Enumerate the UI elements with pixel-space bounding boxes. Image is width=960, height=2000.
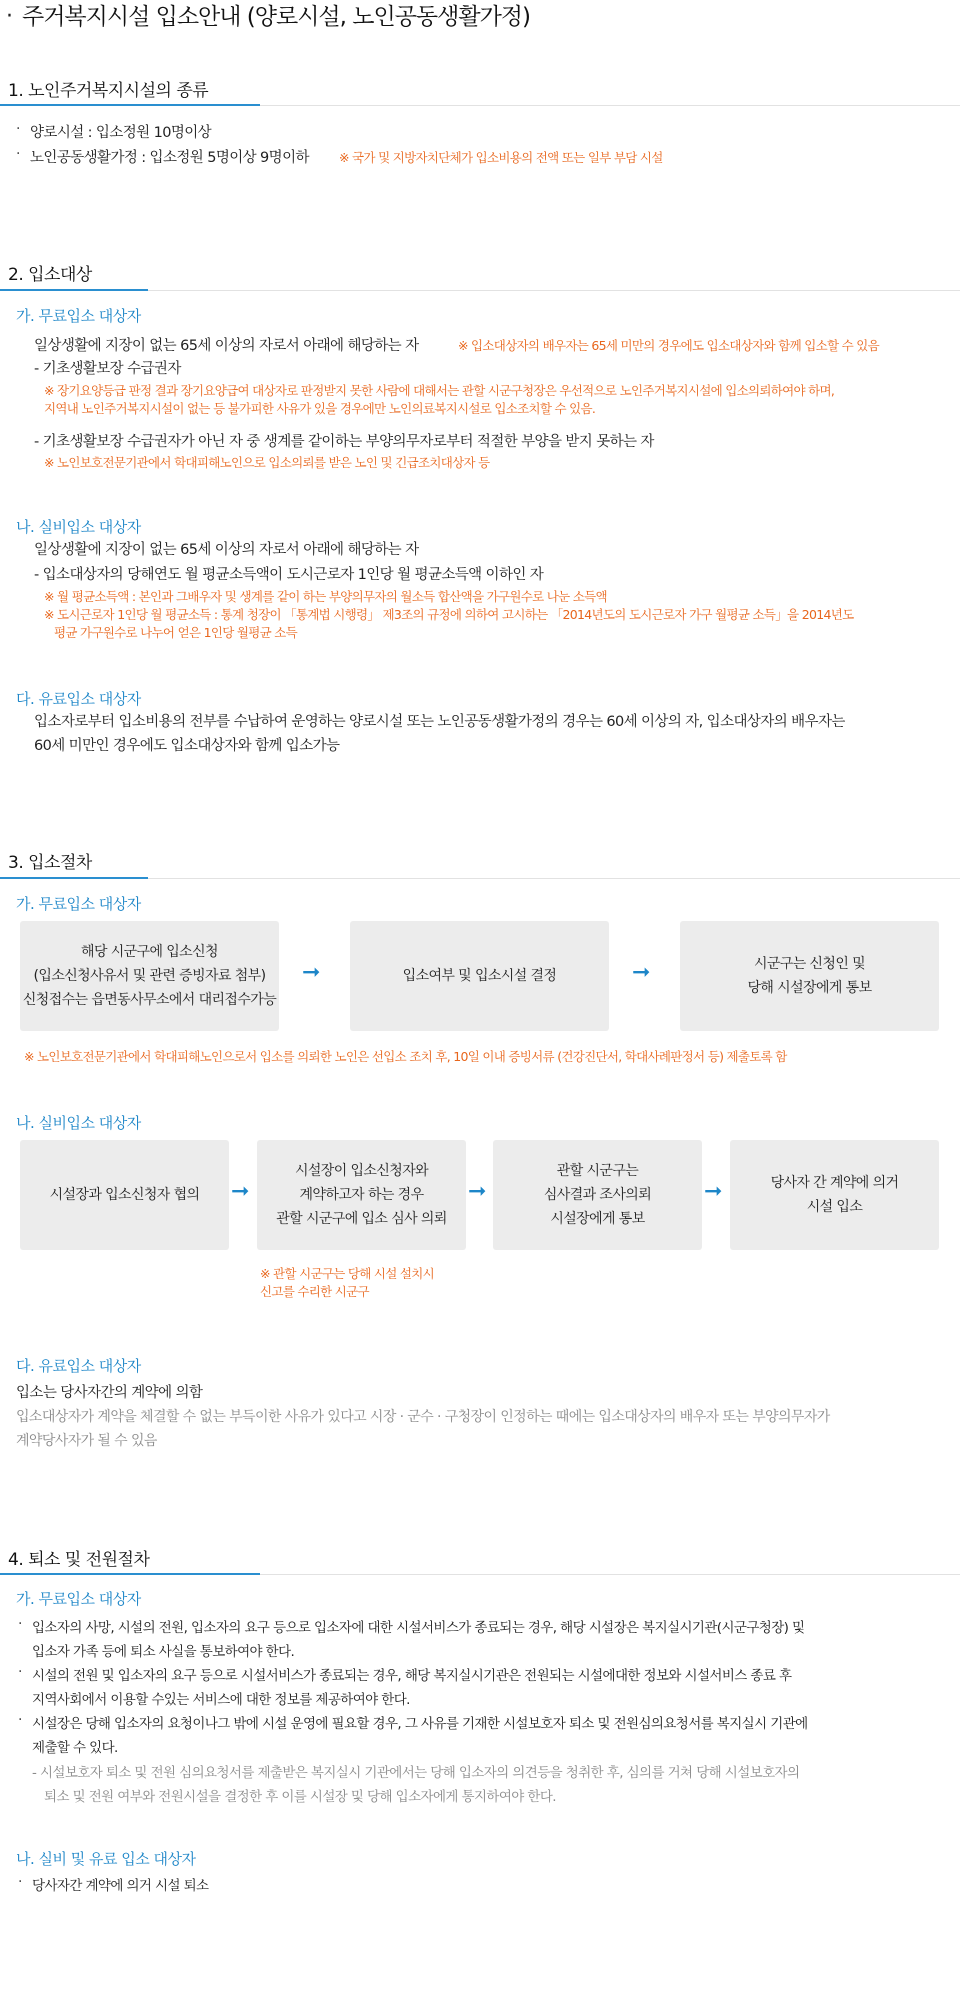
note: 신고를 수리한 시군구 [260,1284,369,1299]
subsection-label: 나. 실비 및 유료 입소 대상자 [16,1850,196,1868]
paragraph: 60세 미만인 경우에도 입소대상자와 함께 입소가능 [34,738,340,754]
subsection-label: 나. 실비입소 대상자 [16,1114,141,1132]
page-title: 주거복지시설 입소안내 (양로시설, 노인공동생활가정) [22,4,530,30]
subsection-label: 가. 무료입소 대상자 [16,307,141,325]
paragraph: 계약당사자가 될 수 있음 [16,1433,157,1449]
section-1-underline [0,104,260,106]
step-text: 시설장에게 통보 [550,1211,645,1227]
list-item: 입소자 가족 등에 퇴소 사실을 통보하여야 한다. [32,1644,295,1660]
note: ※ 국가 및 지방자치단체가 입소비용의 전액 또는 일부 부담 시설 [339,150,663,165]
arrow-right-icon: ➞ [704,1179,723,1204]
step-text: 시군구는 신청인 및 [753,956,866,972]
note: 평균 가구원수로 나누어 얻은 1인당 월평균 소득 [54,625,298,640]
subsection-label: 다. 유료입소 대상자 [16,1357,141,1375]
step-note: 신청접수는 읍면동사무소에서 대리접수가능 [22,992,277,1008]
step-text: (입소신청사유서 및 관련 증빙자료 첨부) [33,968,266,984]
step-text: 심사결과 조사의뢰 [543,1187,652,1203]
step-text: 입소여부 및 입소시설 결정 [402,968,557,984]
note: ※ 도시근로자 1인당 월 평균소득 : 통계 청장이 「통계법 시행령」 제3조의 규정에 의하여 고시하는 「2014년도의 도시근로자 가구 월평균 소득」을 2014년도 [44,607,854,622]
step-text: 시설장이 입소신청자와 [294,1163,429,1179]
step-text: 해당 시군구에 입소신청 [81,944,218,960]
paragraph: 입소는 당사자간의 계약에 의함 [16,1385,203,1401]
arrow-right-icon: ➞ [632,960,651,985]
step-text: 계약하고자 하는 경우 [299,1187,424,1203]
section-1-heading: 1. 노인주거복지시설의 종류 [8,81,209,101]
section-3-underline [0,877,148,879]
list-item: 당사자간 계약에 의거 시설 퇴소 [32,1878,209,1894]
section-4-underline [0,1573,260,1575]
list-item: - 기초생활보장 수급권자 [34,361,181,377]
note: 지역내 노인주거복지시설이 없는 등 불가피한 사유가 있을 경우에만 노인의료복지시설로 입소조치할 수 있음. [44,401,596,416]
process-step-box [20,921,279,1031]
sub-item: - 시설보호자 퇴소 및 전원 심의요청서를 제출받은 복지실시 기관에서는 당해 입소자의 의견등을 청취한 후, 심의를 거쳐 당해 시설보호자의 [32,1765,800,1781]
paragraph: 일상생활에 지장이 없는 65세 이상의 자로서 아래에 해당하는 자 [34,542,419,558]
arrow-right-icon: ➞ [302,960,321,985]
list-item: 양로시설 : 입소정원 10명이상 [30,125,212,141]
process-step-box [730,1140,939,1250]
list-item: 입소자의 사망, 시설의 전원, 입소자의 요구 등으로 입소자에 대한 시설서비스가 종료되는 경우, 해당 시설장은 복지실시기관(시군구청장) 및 [32,1620,805,1636]
step-text: 당사자 간 계약에 의거 [770,1175,899,1191]
list-item: - 입소대상자의 당해연도 월 평균소득액이 도시근로자 1인당 월 평균소득액 이하인 자 [34,567,544,583]
note: ※ 입소대상자의 배우자는 65세 미만의 경우에도 입소대상자와 함께 입소할 수 있음 [458,338,880,353]
step-text: 시설장과 입소신청자 협의 [49,1187,200,1203]
section-3-heading: 3. 입소절차 [8,853,92,873]
sub-item: 퇴소 및 전원 여부와 전원시설을 결정한 후 이를 시설장 및 당해 입소자에게 통지하여야 한다. [44,1789,556,1805]
bullet: · [18,1664,23,1680]
note: ※ 장기요양등급 판정 결과 장기요양급여 대상자로 판정받지 못한 사람에 대해서는 관할 시군구청장은 우선적으로 노인주거복지시설에 입소의뢰하여야 하며, [44,383,835,398]
process-step-box [680,921,939,1031]
subsection-label: 가. 무료입소 대상자 [16,1590,141,1608]
step-text: 당해 시설장에게 통보 [747,980,872,996]
note: ※ 노인보호전문기관에서 학대피해노인으로서 입소를 의뢰한 노인은 선입소 조치 후, 10일 이내 증빙서류 (건강진단서, 학대사례판정서 등) 제출토록 함 [24,1049,787,1064]
bullet: · [16,146,21,162]
bullet: · [16,121,21,137]
bullet: · [18,1712,23,1728]
arrow-right-icon: ➞ [468,1179,487,1204]
paragraph: 입소자로부터 입소비용의 전부를 수납하여 운영하는 양로시설 또는 노인공동생활가정의 경우는 60세 이상의 자, 입소대상자의 배우자는 [34,714,845,730]
step-text: 관할 시군구는 [556,1163,639,1179]
paragraph: 일상생활에 지장이 없는 65세 이상의 자로서 아래에 해당하는 자 [34,338,419,354]
step-text: 시설 입소 [806,1199,863,1215]
section-4-heading: 4. 퇴소 및 전원절차 [8,1550,150,1570]
section-2-heading: 2. 입소대상 [8,265,92,285]
section-2-underline [0,289,148,291]
bullet: · [18,1874,23,1890]
subsection-label: 나. 실비입소 대상자 [16,518,141,536]
list-item: 시설의 전원 및 입소자의 요구 등으로 시설서비스가 종료되는 경우, 해당 복지실시기관은 전원되는 시설에대한 정보와 시설서비스 종료 후 [32,1668,792,1684]
subsection-label: 다. 유료입소 대상자 [16,690,141,708]
arrow-right-icon: ➞ [231,1179,250,1204]
title-bullet: · [6,4,13,29]
note: ※ 월 평균소득액 : 본인과 그배우자 및 생계를 같이 하는 부양의무자의 월소득 합산액을 가구원수로 나눈 소득액 [44,589,607,604]
paragraph: 입소대상자가 계약을 체결할 수 없는 부득이한 사유가 있다고 시장 · 군수 · 구청장이 인정하는 때에는 입소대상자의 배우자 또는 부양의무자가 [16,1409,830,1425]
process-step-box [257,1140,466,1250]
note: ※ 노인보호전문기관에서 학대피해노인으로 입소의뢰를 받은 노인 및 긴급조치대상자 등 [44,455,490,470]
step-text: 관할 시군구에 입소 심사 의뢰 [276,1211,447,1227]
bullet: · [18,1616,23,1632]
list-item: 제출할 수 있다. [32,1740,118,1756]
process-step-box [350,921,609,1031]
process-step-box [493,1140,702,1250]
list-item: - 기초생활보장 수급권자가 아닌 자 중 생계를 같이하는 부양의무자로부터 적절한 부양을 받지 못하는 자 [34,434,654,450]
process-step-box [20,1140,229,1250]
list-item: 시설장은 당해 입소자의 요청이나그 밖에 시설 운영에 필요할 경우, 그 사유를 기재한 시설보호자 퇴소 및 전원심의요청서를 복지실시 기관에 [32,1716,808,1732]
list-item: 지역사회에서 이용할 수있는 서비스에 대한 정보를 제공하여야 한다. [32,1692,410,1708]
list-item: 노인공동생활가정 : 입소정원 5명이상 9명이하 [30,150,309,166]
note: ※ 관할 시군구는 당해 시설 설치시 [260,1266,435,1281]
subsection-label: 가. 무료입소 대상자 [16,895,141,913]
